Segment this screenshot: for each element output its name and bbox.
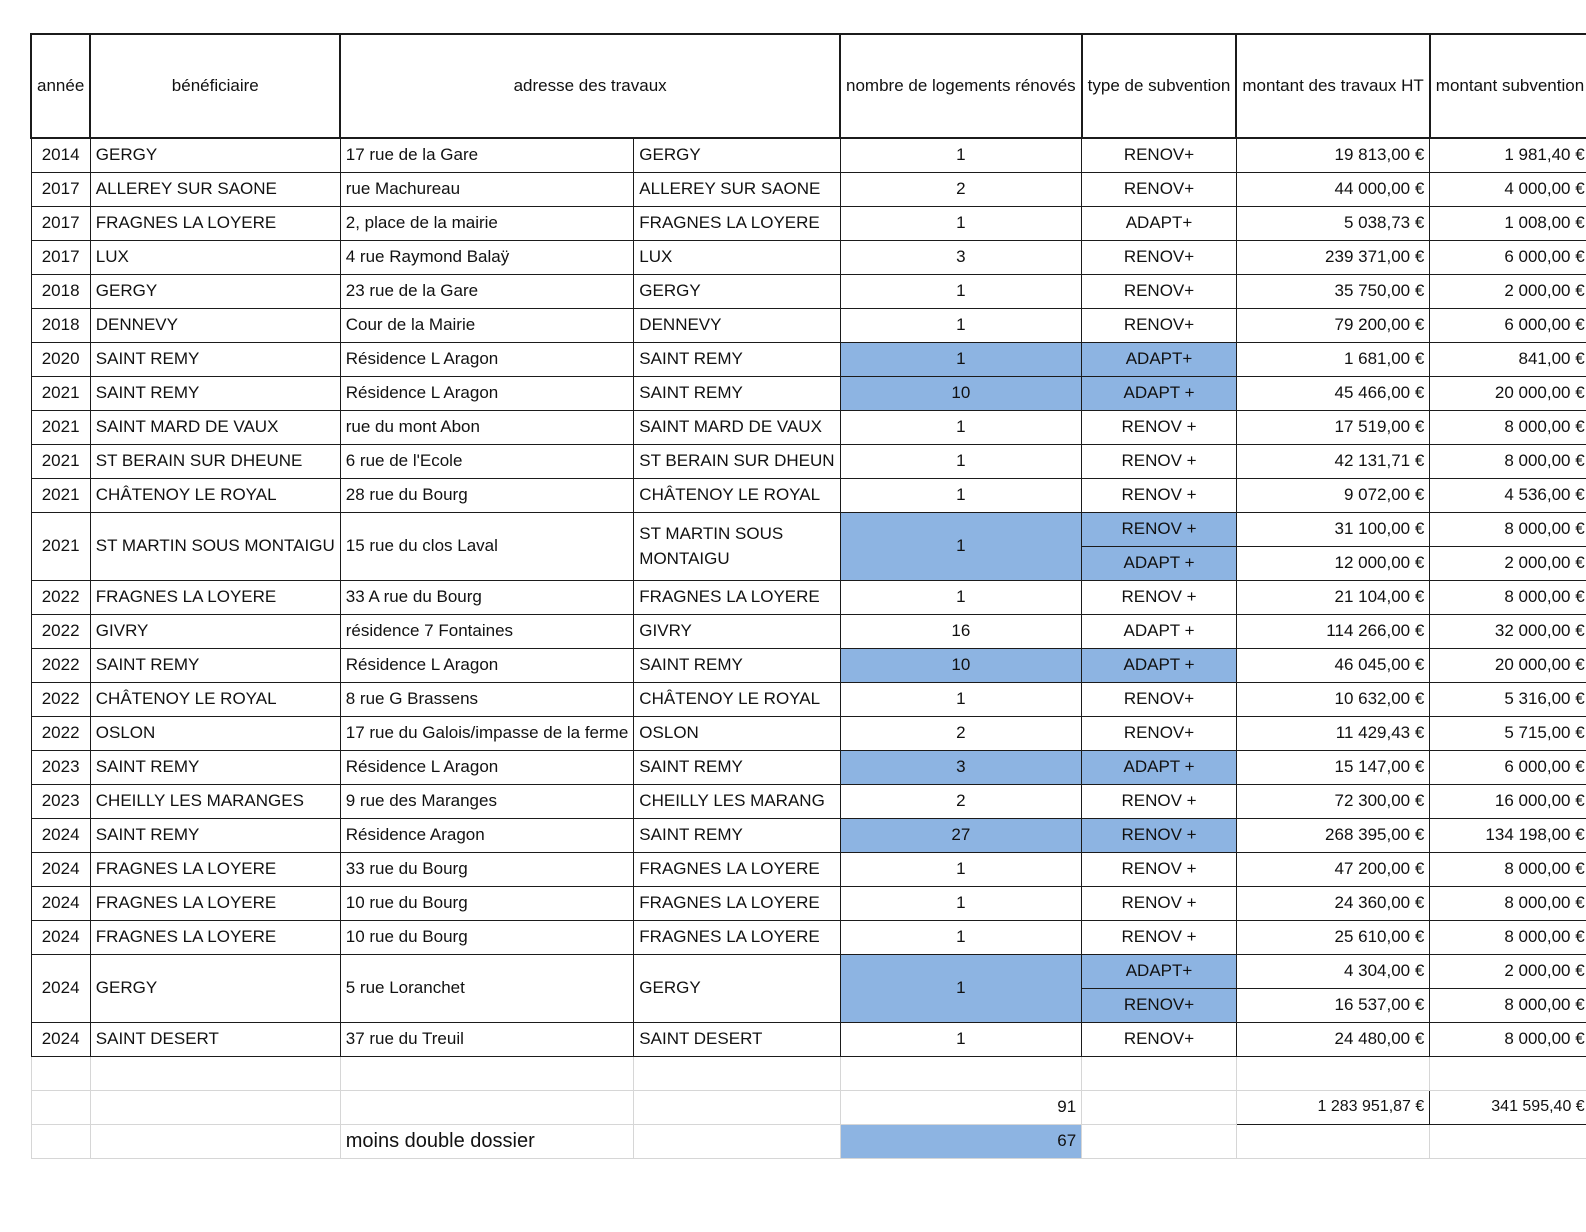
total-montant-subvention[interactable]: 341 595,40 € — [1430, 1090, 1586, 1124]
beneficiaire-cell[interactable]: FRAGNES LA LOYERE — [90, 852, 340, 886]
montant-travaux-cell[interactable]: 10 632,00 € — [1236, 682, 1429, 716]
montant-subvention-cell[interactable]: 8 000,00 € — [1430, 444, 1586, 478]
montant-subvention-cell[interactable]: 5 316,00 € — [1430, 682, 1586, 716]
blank-cell[interactable] — [1082, 1090, 1237, 1124]
blank-cell[interactable] — [634, 1124, 840, 1158]
net-label[interactable]: moins double dossier — [340, 1124, 634, 1158]
beneficiaire-cell[interactable]: GERGY — [90, 954, 340, 1022]
blank-cell[interactable] — [31, 1056, 90, 1090]
logements-cell[interactable]: 1 — [840, 478, 1082, 512]
annee-cell[interactable]: 2024 — [31, 1022, 90, 1056]
commune-cell[interactable]: SAINT REMY — [634, 376, 840, 410]
blank-cell[interactable] — [90, 1124, 340, 1158]
table-row — [31, 512, 1586, 546]
montant-travaux-cell[interactable]: 9 072,00 € — [1236, 478, 1429, 512]
montant-travaux-cell[interactable]: 45 466,00 € — [1236, 376, 1429, 410]
logements-cell[interactable]: 1 — [840, 1022, 1082, 1056]
rue-cell[interactable]: Résidence L Aragon — [340, 648, 634, 682]
table-row — [31, 138, 1586, 172]
commune-cell[interactable]: SAINT REMY — [634, 342, 840, 376]
montant-subvention-cell[interactable]: 5 715,00 € — [1430, 716, 1586, 750]
annee-cell[interactable]: 2024 — [31, 954, 90, 1022]
annee-cell[interactable]: 2022 — [31, 580, 90, 614]
commune-cell[interactable]: SAINT DESERT — [634, 1022, 840, 1056]
rue-cell[interactable]: 10 rue du Bourg — [340, 886, 634, 920]
montant-travaux-cell[interactable]: 15 147,00 € — [1236, 750, 1429, 784]
logements-cell[interactable]: 1 — [840, 512, 1082, 580]
commune-cell[interactable]: ST BERAIN SUR DHEUN — [634, 444, 840, 478]
rue-cell[interactable]: 33 rue du Bourg — [340, 852, 634, 886]
table-row — [31, 240, 1586, 274]
data-rows — [31, 138, 1586, 1056]
montant-subvention-cell[interactable]: 1 981,40 € — [1430, 138, 1586, 172]
montant-travaux-cell[interactable]: 12 000,00 € — [1236, 546, 1429, 580]
type-cell[interactable]: ADAPT + — [1082, 376, 1237, 410]
rue-cell[interactable]: 9 rue des Maranges — [340, 784, 634, 818]
montant-subvention-cell[interactable]: 16 000,00 € — [1430, 784, 1586, 818]
table-row — [31, 716, 1586, 750]
blank-cell[interactable] — [840, 1056, 1082, 1090]
montant-subvention-cell[interactable]: 8 000,00 € — [1430, 512, 1586, 546]
annee-cell[interactable]: 2022 — [31, 682, 90, 716]
logements-cell[interactable]: 1 — [840, 920, 1082, 954]
montant-travaux-cell[interactable]: 1 681,00 € — [1236, 342, 1429, 376]
annee-cell[interactable]: 2021 — [31, 410, 90, 444]
montant-travaux-cell[interactable]: 47 200,00 € — [1236, 852, 1429, 886]
logements-cell[interactable]: 1 — [840, 410, 1082, 444]
blank-cell[interactable] — [90, 1056, 340, 1090]
montant-travaux-cell[interactable]: 24 480,00 € — [1236, 1022, 1429, 1056]
rue-cell[interactable]: 23 rue de la Gare — [340, 274, 634, 308]
montant-subvention-cell[interactable]: 134 198,00 € — [1430, 818, 1586, 852]
table-row — [31, 410, 1586, 444]
rue-cell[interactable]: Résidence L Aragon — [340, 376, 634, 410]
annee-cell[interactable]: 2024 — [31, 818, 90, 852]
commune-cell[interactable]: ALLEREY SUR SAONE — [634, 172, 840, 206]
montant-subvention-cell[interactable]: 6 000,00 € — [1430, 240, 1586, 274]
annee-cell[interactable]: 2018 — [31, 274, 90, 308]
montant-travaux-cell[interactable]: 44 000,00 € — [1236, 172, 1429, 206]
commune-cell[interactable]: GIVRY — [634, 614, 840, 648]
beneficiaire-cell[interactable]: FRAGNES LA LOYERE — [90, 886, 340, 920]
logements-cell[interactable]: 10 — [840, 376, 1082, 410]
annee-cell[interactable]: 2022 — [31, 716, 90, 750]
logements-cell[interactable]: 1 — [840, 274, 1082, 308]
table-row — [31, 274, 1586, 308]
montant-subvention-cell[interactable]: 6 000,00 € — [1430, 308, 1586, 342]
logements-cell[interactable]: 3 — [840, 240, 1082, 274]
montant-subvention-cell[interactable]: 20 000,00 € — [1430, 648, 1586, 682]
beneficiaire-cell[interactable]: ALLEREY SUR SAONE — [90, 172, 340, 206]
rue-cell[interactable]: rue Machureau — [340, 172, 634, 206]
table-row — [31, 172, 1586, 206]
commune-cell[interactable]: SAINT MARD DE VAUX — [634, 410, 840, 444]
rue-cell[interactable]: rue du mont Abon — [340, 410, 634, 444]
type-cell[interactable]: RENOV + — [1082, 886, 1237, 920]
rue-cell[interactable]: 17 rue du Galois/impasse de la ferme — [340, 716, 634, 750]
commune-cell[interactable]: CHÂTENOY LE ROYAL — [634, 682, 840, 716]
montant-travaux-cell[interactable]: 16 537,00 € — [1236, 988, 1429, 1022]
annee-cell[interactable]: 2017 — [31, 240, 90, 274]
montant-travaux-cell[interactable]: 46 045,00 € — [1236, 648, 1429, 682]
type-cell[interactable]: RENOV + — [1082, 818, 1237, 852]
annee-cell[interactable]: 2021 — [31, 444, 90, 478]
annee-cell[interactable]: 2021 — [31, 478, 90, 512]
logements-cell[interactable]: 1 — [840, 138, 1082, 172]
table-row — [31, 682, 1586, 716]
type-cell[interactable]: RENOV+ — [1082, 1022, 1237, 1056]
type-cell[interactable]: RENOV + — [1082, 512, 1237, 546]
rue-cell[interactable]: Cour de la Mairie — [340, 308, 634, 342]
table-row — [31, 886, 1586, 920]
logements-cell[interactable]: 1 — [840, 342, 1082, 376]
type-cell[interactable]: RENOV + — [1082, 920, 1237, 954]
beneficiaire-cell[interactable]: SAINT MARD DE VAUX — [90, 410, 340, 444]
type-cell[interactable]: RENOV+ — [1082, 138, 1237, 172]
montant-subvention-cell[interactable]: 8 000,00 € — [1430, 988, 1586, 1022]
commune-cell[interactable]: CHÂTENOY LE ROYAL — [634, 478, 840, 512]
rue-cell[interactable]: 6 rue de l'Ecole — [340, 444, 634, 478]
commune-cell[interactable]: SAINT REMY — [634, 750, 840, 784]
table-row — [31, 580, 1586, 614]
montant-travaux-cell[interactable]: 72 300,00 € — [1236, 784, 1429, 818]
annee-cell[interactable]: 2022 — [31, 614, 90, 648]
montant-subvention-cell[interactable]: 2 000,00 € — [1430, 954, 1586, 988]
logements-cell[interactable]: 1 — [840, 206, 1082, 240]
type-cell[interactable]: ADAPT + — [1082, 648, 1237, 682]
type-cell[interactable]: RENOV + — [1082, 852, 1237, 886]
type-cell[interactable]: ADAPT + — [1082, 614, 1237, 648]
table-row — [31, 818, 1586, 852]
montant-subvention-cell[interactable]: 6 000,00 € — [1430, 750, 1586, 784]
type-cell[interactable]: RENOV+ — [1082, 716, 1237, 750]
table-row — [31, 478, 1586, 512]
blank-cell[interactable] — [31, 1090, 90, 1124]
rue-cell[interactable]: 2, place de la mairie — [340, 206, 634, 240]
beneficiaire-cell[interactable]: ST BERAIN SUR DHEUNE — [90, 444, 340, 478]
montant-subvention-cell[interactable]: 2 000,00 € — [1430, 274, 1586, 308]
table-row — [31, 920, 1586, 954]
header-row — [31, 34, 1586, 138]
montant-travaux-cell[interactable]: 5 038,73 € — [1236, 206, 1429, 240]
commune-cell[interactable]: LUX — [634, 240, 840, 274]
commune-cell[interactable]: GERGY — [634, 954, 840, 1022]
header-beneficiaire[interactable]: bénéficiaire — [90, 34, 340, 138]
totals-row — [31, 1090, 1586, 1124]
total-montant-travaux[interactable]: 1 283 951,87 € — [1236, 1090, 1429, 1124]
annee-cell[interactable]: 2024 — [31, 886, 90, 920]
blank-cell[interactable] — [1082, 1056, 1237, 1090]
logements-cell[interactable]: 1 — [840, 954, 1082, 1022]
commune-cell[interactable]: SAINT REMY — [634, 648, 840, 682]
header-logements[interactable]: nombre de logements rénovés — [840, 34, 1082, 138]
commune-cell[interactable]: FRAGNES LA LOYERE — [634, 886, 840, 920]
montant-subvention-cell[interactable]: 8 000,00 € — [1430, 410, 1586, 444]
beneficiaire-cell[interactable]: FRAGNES LA LOYERE — [90, 206, 340, 240]
type-cell[interactable]: RENOV+ — [1082, 988, 1237, 1022]
montant-travaux-cell[interactable]: 114 266,00 € — [1236, 614, 1429, 648]
blank-cell[interactable] — [1236, 1124, 1429, 1158]
table-row — [31, 1022, 1586, 1056]
rue-cell[interactable]: 10 rue du Bourg — [340, 920, 634, 954]
commune-cell[interactable]: DENNEVY — [634, 308, 840, 342]
montant-travaux-cell[interactable]: 19 813,00 € — [1236, 138, 1429, 172]
beneficiaire-cell[interactable]: OSLON — [90, 716, 340, 750]
commune-cell[interactable]: FRAGNES LA LOYERE — [634, 580, 840, 614]
beneficiaire-cell[interactable]: SAINT REMY — [90, 750, 340, 784]
montant-subvention-cell[interactable]: 2 000,00 € — [1430, 546, 1586, 580]
commune-cell[interactable]: OSLON — [634, 716, 840, 750]
annee-cell[interactable]: 2014 — [31, 138, 90, 172]
commune-cell[interactable]: CHEILLY LES MARANG — [634, 784, 840, 818]
type-cell[interactable]: ADAPT+ — [1082, 954, 1237, 988]
blank-cell[interactable] — [90, 1090, 340, 1124]
rue-cell[interactable]: 5 rue Loranchet — [340, 954, 634, 1022]
montant-travaux-cell[interactable]: 21 104,00 € — [1236, 580, 1429, 614]
blank-cell[interactable] — [1430, 1124, 1586, 1158]
blank-row — [31, 1056, 1586, 1090]
annee-cell[interactable]: 2021 — [31, 376, 90, 410]
type-cell[interactable]: RENOV + — [1082, 580, 1237, 614]
rue-cell[interactable]: Résidence Aragon — [340, 818, 634, 852]
logements-cell[interactable]: 1 — [840, 444, 1082, 478]
beneficiaire-cell[interactable]: ST MARTIN SOUS MONTAIGU — [90, 512, 340, 580]
type-cell[interactable]: RENOV+ — [1082, 172, 1237, 206]
rue-cell[interactable]: 33 A rue du Bourg — [340, 580, 634, 614]
montant-travaux-cell[interactable]: 25 610,00 € — [1236, 920, 1429, 954]
table-row — [31, 308, 1586, 342]
rue-cell[interactable]: 17 rue de la Gare — [340, 138, 634, 172]
montant-subvention-cell[interactable]: 8 000,00 € — [1430, 920, 1586, 954]
beneficiaire-cell[interactable]: FRAGNES LA LOYERE — [90, 920, 340, 954]
montant-travaux-cell[interactable]: 239 371,00 € — [1236, 240, 1429, 274]
type-cell[interactable]: RENOV+ — [1082, 308, 1237, 342]
type-cell[interactable]: RENOV+ — [1082, 274, 1237, 308]
montant-subvention-cell[interactable]: 4 000,00 € — [1430, 172, 1586, 206]
net-row — [31, 1124, 1586, 1158]
annee-cell[interactable]: 2024 — [31, 852, 90, 886]
beneficiaire-cell[interactable]: DENNEVY — [90, 308, 340, 342]
montant-subvention-cell[interactable]: 841,00 € — [1430, 342, 1586, 376]
annee-cell[interactable]: 2022 — [31, 648, 90, 682]
logements-cell[interactable]: 1 — [840, 580, 1082, 614]
table-row — [31, 342, 1586, 376]
logements-cell[interactable]: 2 — [840, 172, 1082, 206]
rue-cell[interactable]: 8 rue G Brassens — [340, 682, 634, 716]
blank-cell[interactable] — [1236, 1056, 1429, 1090]
beneficiaire-cell[interactable]: SAINT DESERT — [90, 1022, 340, 1056]
commune-cell[interactable]: FRAGNES LA LOYERE — [634, 852, 840, 886]
rue-cell[interactable]: 37 rue du Treuil — [340, 1022, 634, 1056]
logements-cell[interactable]: 2 — [840, 716, 1082, 750]
montant-subvention-cell[interactable]: 20 000,00 € — [1430, 376, 1586, 410]
annee-cell[interactable]: 2020 — [31, 342, 90, 376]
annee-cell[interactable]: 2017 — [31, 206, 90, 240]
beneficiaire-cell[interactable]: SAINT REMY — [90, 376, 340, 410]
beneficiaire-cell[interactable]: SAINT REMY — [90, 818, 340, 852]
beneficiaire-cell[interactable]: CHÂTENOY LE ROYAL — [90, 682, 340, 716]
table-row — [31, 954, 1586, 988]
beneficiaire-cell[interactable]: CHÂTENOY LE ROYAL — [90, 478, 340, 512]
type-cell[interactable]: RENOV+ — [1082, 240, 1237, 274]
montant-travaux-cell[interactable]: 11 429,43 € — [1236, 716, 1429, 750]
header-montant-subvention[interactable]: montant subvention — [1430, 34, 1586, 138]
montant-travaux-cell[interactable]: 79 200,00 € — [1236, 308, 1429, 342]
logements-cell[interactable]: 1 — [840, 852, 1082, 886]
table-row — [31, 444, 1586, 478]
logements-cell[interactable]: 2 — [840, 784, 1082, 818]
type-cell[interactable]: ADAPT+ — [1082, 206, 1237, 240]
rue-cell[interactable]: 15 rue du clos Laval — [340, 512, 634, 580]
montant-travaux-cell[interactable]: 42 131,71 € — [1236, 444, 1429, 478]
table-row — [31, 750, 1586, 784]
beneficiaire-cell[interactable]: SAINT REMY — [90, 342, 340, 376]
table-row — [31, 614, 1586, 648]
commune-cell[interactable]: ST MARTIN SOUS MONTAIGU — [634, 512, 840, 580]
montant-travaux-cell[interactable]: 35 750,00 € — [1236, 274, 1429, 308]
montant-subvention-cell[interactable]: 4 536,00 € — [1430, 478, 1586, 512]
logements-cell[interactable]: 27 — [840, 818, 1082, 852]
type-cell[interactable]: RENOV + — [1082, 478, 1237, 512]
rue-cell[interactable]: 4 rue Raymond Balaÿ — [340, 240, 634, 274]
blank-cell[interactable] — [1082, 1124, 1237, 1158]
blank-cell[interactable] — [340, 1056, 634, 1090]
logements-cell[interactable]: 3 — [840, 750, 1082, 784]
montant-subvention-cell[interactable]: 8 000,00 € — [1430, 1022, 1586, 1056]
type-cell[interactable]: RENOV + — [1082, 784, 1237, 818]
logements-cell[interactable]: 10 — [840, 648, 1082, 682]
type-cell[interactable]: ADAPT+ — [1082, 342, 1237, 376]
rue-cell[interactable]: 28 rue du Bourg — [340, 478, 634, 512]
blank-cell[interactable] — [634, 1090, 840, 1124]
montant-subvention-cell[interactable]: 8 000,00 € — [1430, 886, 1586, 920]
annee-cell[interactable]: 2024 — [31, 920, 90, 954]
annee-cell[interactable]: 2023 — [31, 750, 90, 784]
logements-cell[interactable]: 1 — [840, 308, 1082, 342]
rue-cell[interactable]: Résidence L Aragon — [340, 342, 634, 376]
blank-cell[interactable] — [31, 1124, 90, 1158]
table-row — [31, 784, 1586, 818]
type-cell[interactable]: ADAPT + — [1082, 750, 1237, 784]
table-row — [31, 648, 1586, 682]
type-cell[interactable]: RENOV + — [1082, 410, 1237, 444]
net-logements[interactable]: 67 — [840, 1124, 1082, 1158]
type-cell[interactable]: RENOV+ — [1082, 682, 1237, 716]
type-cell[interactable]: ADAPT + — [1082, 546, 1237, 580]
totals-section — [31, 1056, 1586, 1158]
commune-cell[interactable]: GERGY — [634, 274, 840, 308]
annee-cell[interactable]: 2023 — [31, 784, 90, 818]
commune-cell[interactable]: FRAGNES LA LOYERE — [634, 206, 840, 240]
table-row — [31, 206, 1586, 240]
logements-cell[interactable]: 1 — [840, 886, 1082, 920]
table-row — [31, 852, 1586, 886]
blank-cell[interactable] — [340, 1090, 634, 1124]
rue-cell[interactable]: résidence 7 Fontaines — [340, 614, 634, 648]
montant-travaux-cell[interactable]: 268 395,00 € — [1236, 818, 1429, 852]
type-cell[interactable]: RENOV + — [1082, 444, 1237, 478]
header-annee[interactable]: année — [31, 34, 90, 138]
montant-subvention-cell[interactable]: 8 000,00 € — [1430, 580, 1586, 614]
beneficiaire-cell[interactable]: SAINT REMY — [90, 648, 340, 682]
header-montant-travaux[interactable]: montant des travaux HT — [1236, 34, 1429, 138]
montant-subvention-cell[interactable]: 32 000,00 € — [1430, 614, 1586, 648]
montant-travaux-cell[interactable]: 24 360,00 € — [1236, 886, 1429, 920]
montant-travaux-cell[interactable]: 31 100,00 € — [1236, 512, 1429, 546]
total-logements[interactable]: 91 — [840, 1090, 1082, 1124]
montant-travaux-cell[interactable]: 4 304,00 € — [1236, 954, 1429, 988]
table-row — [31, 376, 1586, 410]
header-adresse[interactable]: adresse des travaux — [340, 34, 840, 138]
beneficiaire-cell[interactable]: CHEILLY LES MARANGES — [90, 784, 340, 818]
beneficiaire-cell[interactable]: GIVRY — [90, 614, 340, 648]
logements-cell[interactable]: 16 — [840, 614, 1082, 648]
rue-cell[interactable]: Résidence L Aragon — [340, 750, 634, 784]
logements-cell[interactable]: 1 — [840, 682, 1082, 716]
beneficiaire-cell[interactable]: GERGY — [90, 274, 340, 308]
beneficiaire-cell[interactable]: FRAGNES LA LOYERE — [90, 580, 340, 614]
commune-cell[interactable]: FRAGNES LA LOYERE — [634, 920, 840, 954]
beneficiaire-cell[interactable]: LUX — [90, 240, 340, 274]
annee-cell[interactable]: 2021 — [31, 512, 90, 580]
montant-subvention-cell[interactable]: 8 000,00 € — [1430, 852, 1586, 886]
annee-cell[interactable]: 2017 — [31, 172, 90, 206]
header-type[interactable]: type de subvention — [1082, 34, 1237, 138]
annee-cell[interactable]: 2018 — [31, 308, 90, 342]
commune-cell[interactable]: SAINT REMY — [634, 818, 840, 852]
montant-subvention-cell[interactable]: 1 008,00 € — [1430, 206, 1586, 240]
blank-cell[interactable] — [634, 1056, 840, 1090]
commune-cell[interactable]: GERGY — [634, 138, 840, 172]
beneficiaire-cell[interactable]: GERGY — [90, 138, 340, 172]
subsidy-table — [30, 33, 1586, 1159]
blank-cell[interactable] — [1430, 1056, 1586, 1090]
montant-travaux-cell[interactable]: 17 519,00 € — [1236, 410, 1429, 444]
